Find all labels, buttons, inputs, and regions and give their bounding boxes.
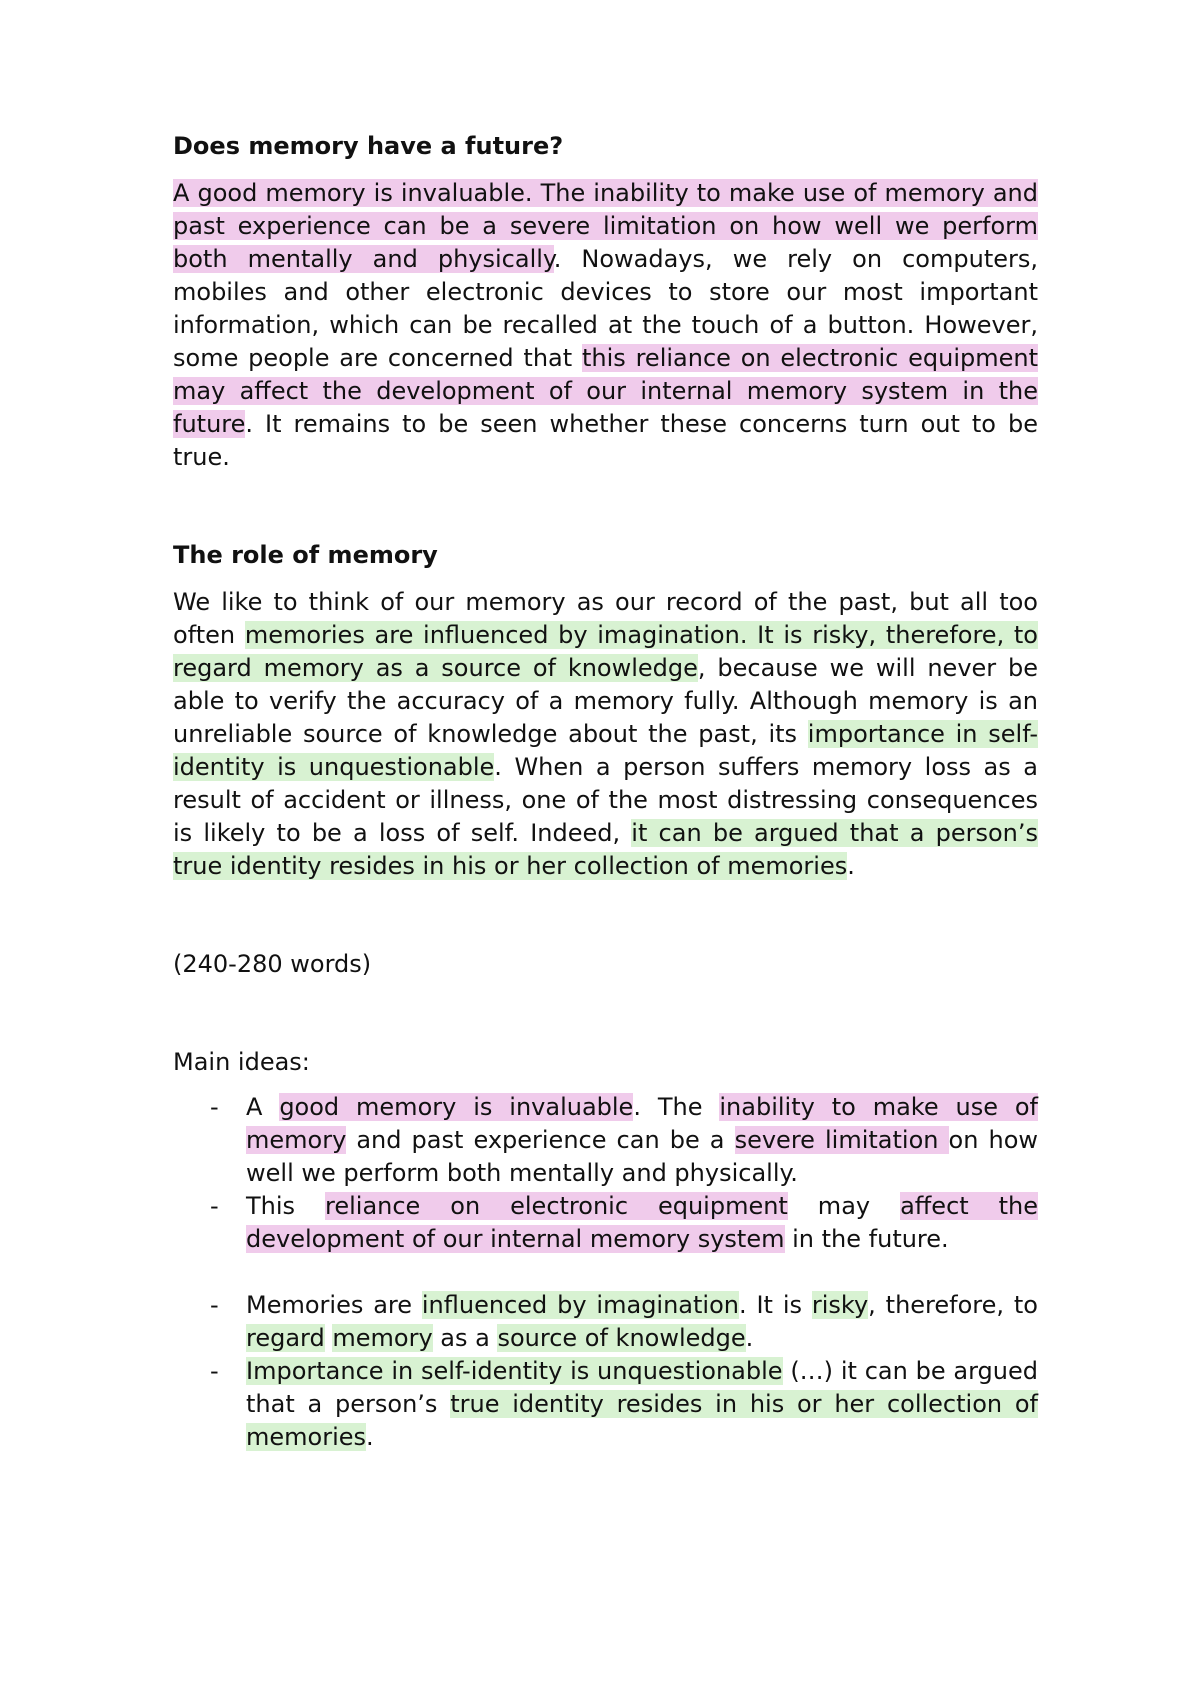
green-highlight: memory bbox=[332, 1324, 433, 1352]
main-idea-text: This reliance on electronic equipment may affect the development of our internal memory system in the future. bbox=[246, 1192, 1039, 1253]
bullet-dash: - bbox=[210, 1093, 219, 1121]
bullet-dash: - bbox=[210, 1357, 219, 1385]
green-highlight: risky bbox=[811, 1291, 869, 1319]
main-idea-item bbox=[173, 1091, 1038, 1190]
green-highlight: importance in self-identity is unquestionable bbox=[173, 720, 1038, 781]
paragraph-role-of-memory: We like to think of our memory as our record of the past, but all too often memories are influenced by imagination. It is risky, therefore, to regard memory as a source of knowledge, because we will never be able to verify the accuracy of a memory fully. Although memory is an unreliable source of knowledge about the past, its importance in self-identity is unquestionable. When a person suffers memory loss as a result of accident or illness, one of the most distressing consequences is likely to be a loss of self. Indeed, it can be argued that a person’s true identity resides in his or her collection of memories. bbox=[173, 588, 1039, 880]
green-highlight: regard bbox=[246, 1324, 325, 1352]
green-highlight: true identity resides in his or her collection of memories bbox=[246, 1390, 1039, 1451]
main-idea-item bbox=[173, 1190, 1038, 1256]
list-spacer bbox=[173, 1256, 1038, 1289]
document-page bbox=[173, 130, 1038, 1454]
main-idea-item bbox=[173, 1289, 1038, 1355]
paragraph-memory-future: A good memory is invaluable. The inability to make use of memory and past experience can be a severe limitation on how well we perform both mentally and physically. Nowadays, we rely on computers, mobiles and other electronic devices to store our most important information, which can be recalled at the touch of a button. However, some people are concerned that this reliance on electronic equipment may affect the development of our internal memory system in the future. It remains to be seen whether these concerns turn out to be true. bbox=[173, 179, 1038, 471]
word-count: (240-280 words) bbox=[173, 950, 372, 978]
main-idea-item bbox=[173, 1355, 1038, 1454]
bullet-dash: - bbox=[210, 1192, 219, 1220]
pink-highlight: inability to make use of memory bbox=[246, 1093, 1039, 1154]
section-title-memory-future: Does memory have a future? bbox=[173, 132, 564, 160]
main-idea-text: Importance in self-identity is unquestionable (…) it can be argued that a person’s true identity resides in his or her collection of memories. bbox=[246, 1357, 1039, 1451]
green-highlight: Importance in self-identity is unquestionable bbox=[246, 1357, 783, 1385]
pink-highlight: A good memory is invaluable. The inability to make use of memory and past experience can be a severe limitation on how well we perform both mentally and physically bbox=[173, 179, 1038, 273]
section-title-role-of-memory: The role of memory bbox=[173, 541, 438, 569]
main-idea-text: Memories are influenced by imagination. It is risky, therefore, to regard memory as a source of knowledge. bbox=[246, 1291, 1038, 1352]
green-highlight: it can be argued that a person’s true identity resides in his or her collection of memories bbox=[173, 819, 1039, 880]
green-highlight: influenced by imagination bbox=[421, 1291, 739, 1319]
green-highlight: source of knowledge bbox=[497, 1324, 746, 1352]
pink-highlight: affect the development of our internal memory system bbox=[246, 1192, 1039, 1253]
pink-highlight: good memory is invaluable bbox=[279, 1093, 634, 1121]
main-ideas-label: Main ideas: bbox=[173, 1048, 310, 1076]
main-idea-text: A good memory is invaluable. The inability to make use of memory and past experience can be a severe limitation on how well we perform both mentally and physically. bbox=[246, 1093, 1039, 1187]
main-ideas-list bbox=[173, 1091, 1038, 1454]
bullet-dash: - bbox=[210, 1291, 219, 1319]
pink-highlight: this reliance on electronic equipment may affect the development of our internal memory system in the future bbox=[173, 344, 1038, 438]
pink-highlight: reliance on electronic equipment bbox=[325, 1192, 788, 1220]
green-highlight: memories are influenced by imagination. It is risky, therefore, to regard memory as a source of knowledge bbox=[173, 621, 1038, 682]
pink-highlight: severe limitation bbox=[734, 1126, 949, 1154]
